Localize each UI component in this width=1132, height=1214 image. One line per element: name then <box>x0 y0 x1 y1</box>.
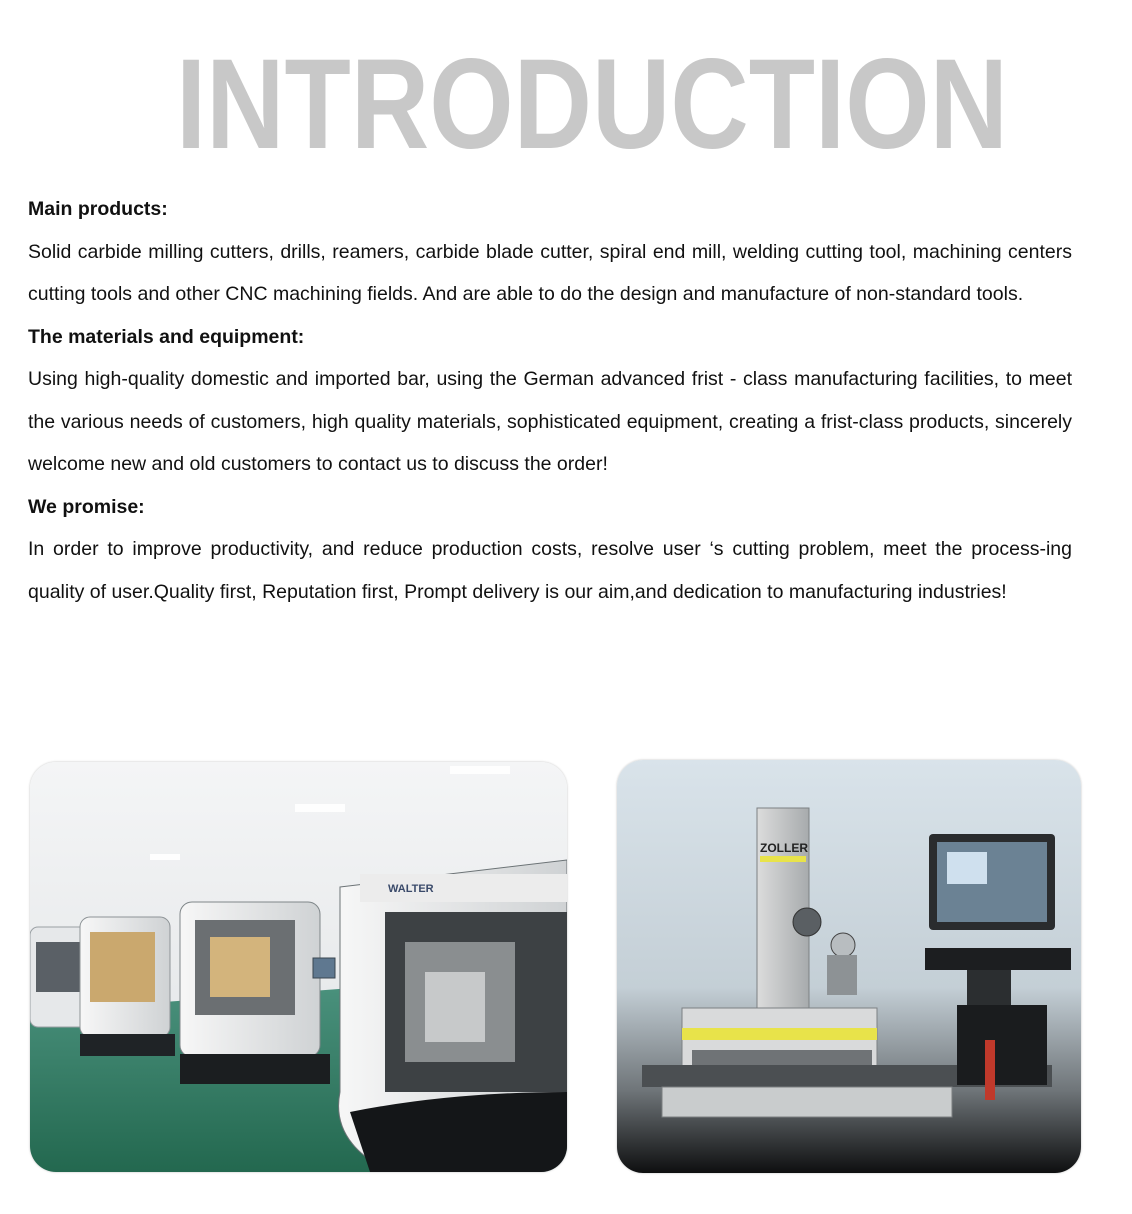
introduction-content <box>28 188 1072 613</box>
workshop-machines-photo <box>30 762 567 1172</box>
page-title-graphic <box>0 28 1132 168</box>
zoller-brand-label: ZOLLER <box>760 841 808 855</box>
promise-text: In order to improve productivity, and reduce production costs, resolve user ‘s cutting problem, meet the process-ing quality of user.Quality first, Reputation first, Prompt delivery is our aim,and dedication to manufacturing industries! <box>28 538 1072 603</box>
main-products-text: Solid carbide milling cutters, drills, reamers, carbide blade cutter, spiral end mill, welding cutting tool, machining centers cutting tools and other CNC machining fields. And are able to do the design and manufacture of non-standard tools. <box>28 240 1072 305</box>
materials-equipment-text: Using high-quality domestic and imported bar, using the German advanced frist - class manufacturing facilities, to meet the various needs of customers, high quality materials, sophisticated equipment, creating a frist-class products, sincerely welcome new and old customers to contact us to discuss the order! <box>28 368 1072 475</box>
main-products-heading: Main products: <box>28 198 168 220</box>
materials-equipment-heading: The materials and equipment: <box>28 325 305 348</box>
walter-label: WALTER <box>388 883 434 895</box>
workshop-machines-illustration <box>30 762 567 1172</box>
tool-presetter-photo <box>617 760 1081 1173</box>
page-title <box>0 28 1132 168</box>
promise-heading: We promise: <box>28 495 145 518</box>
page-title-text: INTRODUCTION <box>176 33 1008 168</box>
tool-presetter-illustration <box>617 760 1081 1173</box>
